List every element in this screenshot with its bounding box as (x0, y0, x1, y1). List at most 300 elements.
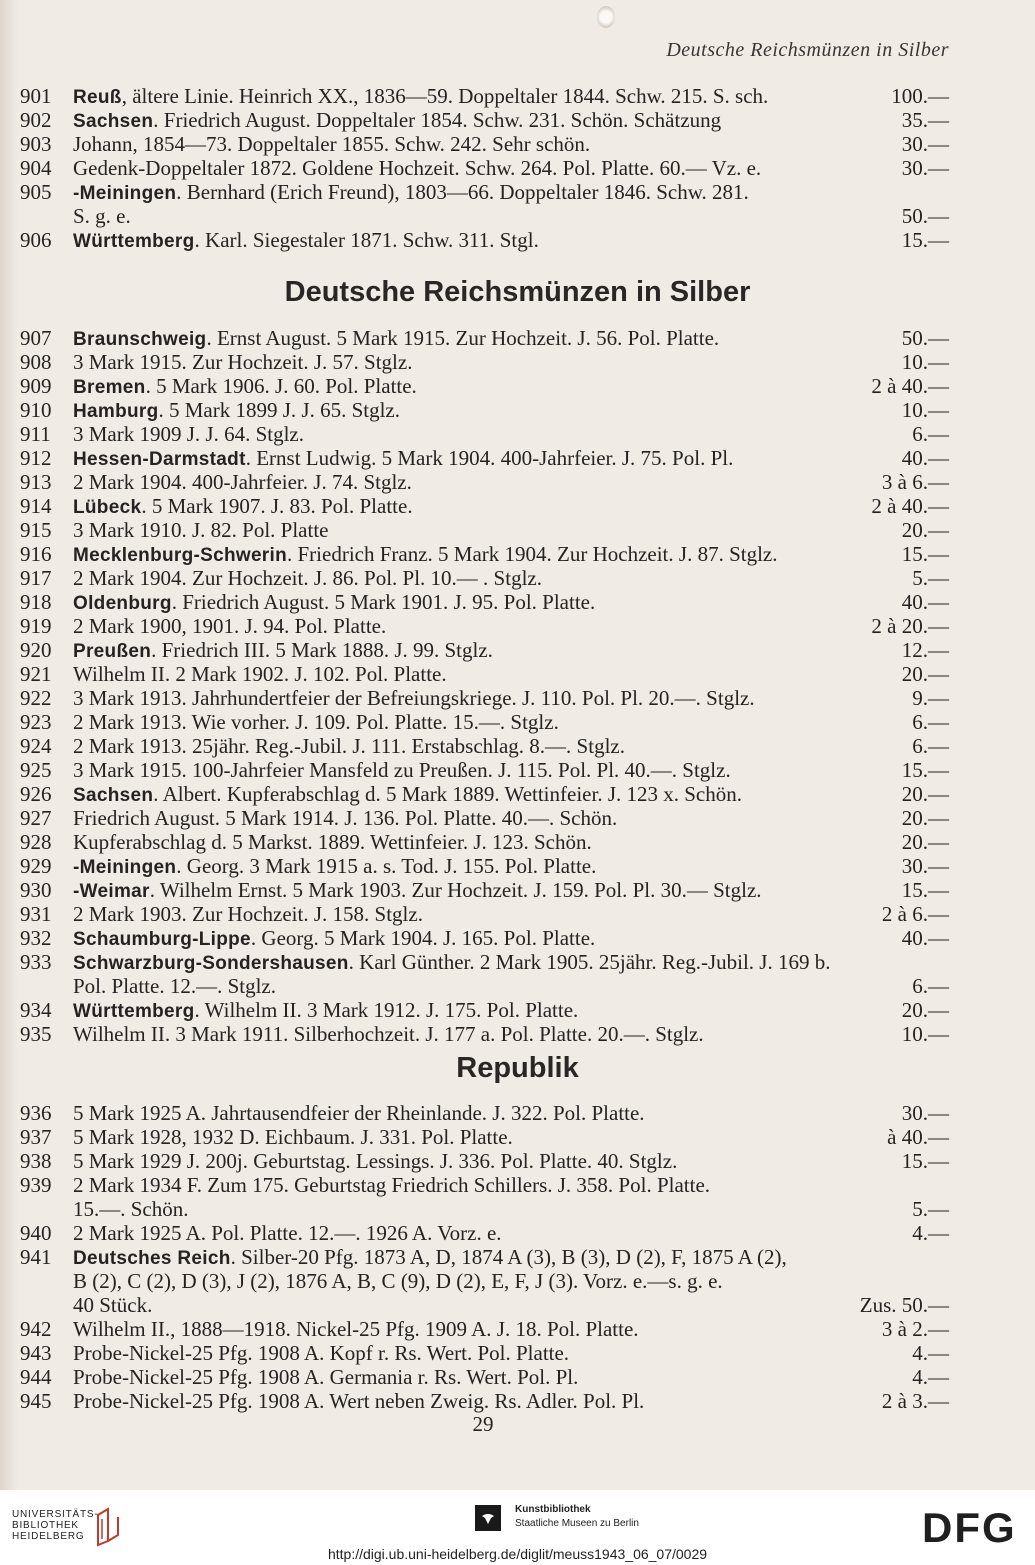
entry-line (73, 926, 949, 950)
library-name: Kunstbibliothek (515, 1504, 591, 1515)
entry-line (73, 854, 949, 878)
catalog-entry (0, 806, 1035, 830)
lot-number: 924 (20, 734, 52, 758)
state-heading: Sachsen (73, 785, 154, 806)
entry-body (73, 1317, 949, 1341)
entry-description (73, 1317, 639, 1341)
entry-description (73, 1197, 189, 1221)
description-text: Probe-Nickel-25 Pfg. 1908 A. Germania r. Rs. Wert. Pol. Pl. (73, 1365, 579, 1389)
state-heading: -Weimar (73, 881, 150, 902)
entry-body (73, 422, 949, 446)
lot-number: 907 (20, 326, 52, 350)
entry-body (73, 998, 949, 1022)
lot-number: 904 (20, 156, 52, 180)
estimate-price: 10.— (901, 398, 949, 422)
entry-body (73, 228, 949, 252)
estimate-price: 30.— (901, 1101, 949, 1125)
estimate-price: 35.— (901, 108, 949, 132)
lot-number: 915 (20, 518, 52, 542)
lot-number: 945 (20, 1389, 52, 1413)
entry-line (73, 494, 949, 518)
lot-number: 902 (20, 108, 52, 132)
entry-description (73, 228, 539, 254)
entry-line (73, 156, 949, 180)
catalog-entry (0, 470, 1035, 494)
entry-line (73, 998, 949, 1022)
entry-body (73, 854, 949, 878)
state-heading: Lübeck (73, 497, 142, 518)
entry-line (73, 1101, 949, 1125)
entry-line (73, 806, 949, 830)
entry-description (73, 374, 417, 400)
description-text: 2 Mark 1934 F. Zum 175. Geburtstag Friedrich Schillers. J. 358. Pol. Platte. (73, 1173, 711, 1197)
entry-description (73, 446, 733, 472)
description-text: . Ernst August. 5 Mark 1915. Zur Hochzeit. J. 56. Pol. Platte. (206, 326, 720, 350)
estimate-price: 6.— (912, 710, 949, 734)
catalog-entry (0, 1173, 1035, 1221)
entry-description (73, 806, 617, 830)
description-text: Kupferabschlag d. 5 Markst. 1889. Wettinfeier. J. 123. Schön. (73, 830, 592, 854)
description-text: S. g. e. (73, 204, 131, 228)
entry-line (73, 662, 949, 686)
entry-line (73, 734, 949, 758)
state-heading: Bremen (73, 377, 146, 398)
estimate-price: 30.— (901, 132, 949, 156)
description-text: . Ernst Ludwig. 5 Mark 1904. 400-Jahrfeier. J. 75. Pol. Pl. (245, 446, 734, 470)
entry-line (73, 686, 949, 710)
entry-description (73, 1245, 787, 1271)
entry-line (73, 326, 949, 350)
entry-description (73, 1293, 152, 1317)
entry-line (73, 228, 949, 252)
entry-line (73, 1149, 949, 1173)
entry-body (73, 878, 949, 902)
kunstbibliothek-label (515, 1503, 639, 1530)
estimate-price: 100.— (891, 84, 949, 108)
estimate-price: 6.— (912, 422, 949, 446)
description-text: 3 Mark 1915. 100-Jahrfeier Mansfeld zu Preußen. J. 115. Pol. Pl. 40.—. Stglz. (73, 758, 731, 782)
entry-description (73, 638, 493, 664)
entries-block-3 (0, 1101, 1035, 1413)
entry-description (73, 758, 731, 782)
entry-description (73, 350, 412, 374)
state-heading: Mecklenburg-Schwerin (73, 545, 287, 566)
catalog-entry (0, 422, 1035, 446)
lot-number: 909 (20, 374, 52, 398)
entry-body (73, 1173, 949, 1221)
estimate-price: 3 à 6.— (881, 470, 949, 494)
estimate-price: 4.— (912, 1365, 949, 1389)
entry-description (73, 470, 412, 494)
entry-description (73, 1173, 710, 1197)
entry-line (73, 710, 949, 734)
state-heading: -Meiningen (73, 183, 177, 204)
entry-description (73, 108, 721, 134)
entries-block-1 (0, 84, 1035, 252)
entry-line (73, 590, 949, 614)
eagle-mark-icon (481, 1512, 495, 1524)
estimate-price: 12.— (901, 638, 949, 662)
description-text: Probe-Nickel-25 Pfg. 1908 A. Wert neben Zweig. Rs. Adler. Pol. Pl. (73, 1389, 645, 1413)
lot-number: 941 (20, 1245, 52, 1269)
entry-body (73, 518, 949, 542)
estimate-price: 50.— (901, 204, 949, 228)
lot-number: 929 (20, 854, 52, 878)
entry-body (73, 782, 949, 806)
entry-line (73, 132, 949, 156)
entry-description (73, 902, 423, 926)
entry-line (73, 1197, 949, 1221)
entry-body (73, 1365, 949, 1389)
lot-number: 943 (20, 1341, 52, 1365)
catalog-entry (0, 1125, 1035, 1149)
description-text: . Wilhelm Ernst. 5 Mark 1903. Zur Hochzeit. J. 159. Pol. Pl. 30.— Stglz. (149, 878, 762, 902)
entry-description (73, 878, 762, 904)
entry-line (73, 518, 949, 542)
estimate-price: 10.— (901, 1022, 949, 1046)
description-text: 3 Mark 1910. J. 82. Pol. Platte (73, 518, 329, 542)
estimate-price: Zus. 50.— (859, 1293, 949, 1317)
estimate-price: 30.— (901, 156, 949, 180)
entry-description (73, 422, 304, 446)
catalog-entry (0, 710, 1035, 734)
catalog-entry (0, 950, 1035, 998)
description-text: 2 Mark 1903. Zur Hochzeit. J. 158. Stglz. (73, 902, 423, 926)
entry-line (73, 566, 949, 590)
description-text: 2 Mark 1925 A. Pol. Platte. 12.—. 1926 A. Vorz. e. (73, 1221, 502, 1245)
entry-line (73, 1173, 949, 1197)
university-line: HEIDELBERG (12, 1531, 85, 1542)
estimate-price: 5.— (912, 1197, 949, 1221)
description-text: . Friedrich III. 5 Mark 1888. J. 99. Stglz. (151, 638, 493, 662)
state-heading: Schwarzburg-Sondershausen (73, 953, 349, 974)
entry-description (73, 132, 590, 156)
entry-body (73, 614, 949, 638)
entry-description (73, 1389, 644, 1413)
estimate-price: 6.— (912, 734, 949, 758)
estimate-price: 20.— (901, 998, 949, 1022)
running-head: Deutsche Reichsmünzen in Silber (666, 39, 949, 61)
catalog-entry (0, 734, 1035, 758)
entry-body (73, 926, 949, 950)
entry-line (73, 1022, 949, 1046)
estimate-price: 2 à 40.— (871, 374, 949, 398)
lot-number: 914 (20, 494, 52, 518)
entry-body (73, 1149, 949, 1173)
entry-description (73, 926, 595, 952)
entry-line (73, 204, 949, 228)
description-text: . 5 Mark 1899 J. J. 65. Stglz. (158, 398, 400, 422)
lot-number: 906 (20, 228, 52, 252)
entry-description (73, 782, 742, 808)
lot-number: 922 (20, 686, 52, 710)
entry-line (73, 470, 949, 494)
entry-line (73, 350, 949, 374)
estimate-price: 10.— (901, 350, 949, 374)
entry-description (73, 1125, 513, 1149)
lot-number: 937 (20, 1125, 52, 1149)
entry-body (73, 590, 949, 614)
lot-number: 918 (20, 590, 52, 614)
description-text: . Friedrich August. 5 Mark 1901. J. 95. Pol. Platte. (171, 590, 596, 614)
state-heading: Schaumburg-Lippe (73, 929, 251, 950)
entry-line (73, 878, 949, 902)
description-text: 2 Mark 1904. Zur Hochzeit. J. 86. Pol. Pl. 10.— . Stglz. (73, 566, 542, 590)
catalog-entry (0, 1245, 1035, 1317)
description-text: Gedenk-Doppeltaler 1872. Goldene Hochzeit. Schw. 264. Pol. Platte. 60.— Vz. e. (73, 156, 762, 180)
description-text: 3 Mark 1913. Jahrhundertfeier der Befreiungskriege. J. 110. Pol. Pl. 20.—. Stglz. (73, 686, 755, 710)
entry-body (73, 374, 949, 398)
estimate-price: 15.— (901, 542, 949, 566)
catalog-entry (0, 132, 1035, 156)
entry-body (73, 470, 949, 494)
entry-line (73, 1317, 949, 1341)
description-text: Wilhelm II. 3 Mark 1911. Silberhochzeit. J. 177 a. Pol. Platte. 20.—. Stglz. (73, 1022, 704, 1046)
lot-number: 911 (20, 422, 51, 446)
page-number: 29 (472, 1412, 494, 1436)
description-text: 2 Mark 1913. Wie vorher. J. 109. Pol. Platte. 15.—. Stglz. (73, 710, 559, 734)
catalog-entry (0, 446, 1035, 470)
lot-number: 942 (20, 1317, 52, 1341)
entry-description (73, 518, 329, 542)
estimate-price: 15.— (901, 878, 949, 902)
estimate-price: 2 à 20.— (871, 614, 949, 638)
catalog-entry (0, 590, 1035, 614)
entry-description (73, 1269, 723, 1293)
catalog-entry (0, 782, 1035, 806)
entry-line (73, 1365, 949, 1389)
entry-body (73, 1389, 949, 1413)
description-text: . Bernhard (Erich Freund), 1803—66. Doppeltaler 1846. Schw. 281. (176, 180, 749, 204)
estimate-price: 50.— (901, 326, 949, 350)
estimate-price: 5.— (912, 566, 949, 590)
description-text: Pol. Platte. 12.—. Stglz. (73, 974, 277, 998)
entries-block-2 (0, 326, 1035, 1046)
entry-description (73, 710, 559, 734)
entry-body (73, 542, 949, 566)
state-heading: Hamburg (73, 401, 159, 422)
estimate-price: 40.— (901, 926, 949, 950)
entry-description (73, 950, 830, 976)
lot-number: 939 (20, 1173, 52, 1197)
library-subtitle: Staatliche Museen zu Berlin (515, 1518, 639, 1529)
entry-line (73, 758, 949, 782)
entry-description (73, 662, 447, 686)
entry-body (73, 758, 949, 782)
catalog-entry (0, 566, 1035, 590)
entry-line (73, 446, 949, 470)
entry-body (73, 108, 949, 132)
entry-line (73, 830, 949, 854)
estimate-price: 15.— (901, 758, 949, 782)
entry-line (73, 902, 949, 926)
entry-line (73, 84, 949, 108)
entry-description (73, 84, 768, 110)
description-text: . Karl. Siegestaler 1871. Schw. 311. Stgl. (194, 228, 539, 252)
catalog-entry (0, 854, 1035, 878)
description-text: B (2), C (2), D (3), J (2), 1876 A, B, C (9), D (2), E, F, J (3). Vorz. e.—s. g. e. (73, 1269, 723, 1293)
description-text: . 5 Mark 1906. J. 60. Pol. Platte. (145, 374, 417, 398)
entry-body (73, 950, 949, 998)
description-text: Wilhelm II., 1888—1918. Nickel-25 Pfg. 1909 A. J. 18. Pol. Platte. (73, 1317, 639, 1341)
entry-line (73, 180, 949, 204)
entry-description (73, 1365, 578, 1389)
lot-number: 931 (20, 902, 52, 926)
estimate-price: 30.— (901, 854, 949, 878)
estimate-price: 2 à 6.— (881, 902, 949, 926)
description-text: 2 Mark 1913. 25jähr. Reg.-Jubil. J. 111. Erstabschlag. 8.—. Stglz. (73, 734, 625, 758)
entry-description (73, 180, 749, 206)
entry-line (73, 374, 949, 398)
entry-body (73, 1245, 949, 1317)
lot-number: 916 (20, 542, 52, 566)
entry-description (73, 1221, 502, 1245)
catalog-entry (0, 398, 1035, 422)
entry-description (73, 974, 276, 998)
entry-description (73, 854, 596, 880)
state-heading: Preußen (73, 641, 152, 662)
catalog-entry (0, 686, 1035, 710)
entry-description (73, 1101, 645, 1125)
entry-body (73, 806, 949, 830)
lot-number: 936 (20, 1101, 52, 1125)
lot-number: 927 (20, 806, 52, 830)
estimate-price: 4.— (912, 1341, 949, 1365)
entry-body (73, 902, 949, 926)
entry-line (73, 108, 949, 132)
entry-line (73, 1245, 949, 1269)
lot-number: 908 (20, 350, 52, 374)
catalog-entry (0, 638, 1035, 662)
entry-body (73, 326, 949, 350)
entry-description (73, 734, 625, 758)
lot-number: 938 (20, 1149, 52, 1173)
lot-number: 925 (20, 758, 52, 782)
lot-number: 944 (20, 1365, 52, 1389)
lot-number: 930 (20, 878, 52, 902)
lot-number: 933 (20, 950, 52, 974)
entry-body (73, 1341, 949, 1365)
state-heading: -Meiningen (73, 857, 177, 878)
entry-body (73, 180, 949, 228)
state-heading: Braunschweig (73, 329, 207, 350)
lot-number: 910 (20, 398, 52, 422)
entry-description (73, 494, 413, 520)
description-text: 40 Stück. (73, 1293, 153, 1317)
lot-number: 913 (20, 470, 52, 494)
state-heading: Oldenburg (73, 593, 172, 614)
estimate-price: 20.— (901, 518, 949, 542)
estimate-price: 20.— (901, 662, 949, 686)
entry-description (73, 542, 778, 568)
entry-line (73, 422, 949, 446)
state-heading: Hessen-Darmstadt (73, 449, 246, 470)
description-text: Friedrich August. 5 Mark 1914. J. 136. Pol. Platte. 40.—. Schön. (73, 806, 618, 830)
estimate-price: 9.— (912, 686, 949, 710)
catalog-entry (0, 614, 1035, 638)
university-logo-icon (94, 1505, 124, 1549)
university-line: BIBLIOTHEK (12, 1520, 79, 1531)
entry-description (73, 590, 595, 616)
estimate-price: 40.— (901, 446, 949, 470)
entry-line (73, 1269, 949, 1293)
entry-line (73, 782, 949, 806)
entry-description (73, 998, 578, 1024)
entry-line (73, 542, 949, 566)
entry-line (73, 974, 949, 998)
entry-body (73, 1022, 949, 1046)
estimate-price: 6.— (912, 974, 949, 998)
catalog-entry (0, 228, 1035, 252)
estimate-price: 4.— (912, 1221, 949, 1245)
catalog-entry (0, 1101, 1035, 1125)
source-url: http://digi.ub.uni-heidelberg.de/diglit/meuss1943_06_07/0029 (327, 1546, 708, 1562)
catalog-entry (0, 926, 1035, 950)
estimate-price: 40.— (901, 590, 949, 614)
estimate-price: 2 à 3.— (881, 1389, 949, 1413)
entry-body (73, 1221, 949, 1245)
entry-body (73, 132, 949, 156)
entry-line (73, 1221, 949, 1245)
description-text: Probe-Nickel-25 Pfg. 1908 A. Kopf r. Rs. Wert. Pol. Platte. (73, 1341, 570, 1365)
lot-number: 928 (20, 830, 52, 854)
lot-number: 903 (20, 132, 52, 156)
entry-description (73, 1022, 704, 1046)
estimate-price: 15.— (901, 1149, 949, 1173)
entry-body (73, 1101, 949, 1125)
catalog-entry (0, 542, 1035, 566)
catalog-entry (0, 758, 1035, 782)
description-text: 3 Mark 1915. Zur Hochzeit. J. 57. Stglz. (73, 350, 413, 374)
description-text: 5 Mark 1929 J. 200j. Geburtstag. Lessings. J. 336. Pol. Platte. 40. Stglz. (73, 1149, 678, 1173)
entry-description (73, 1149, 677, 1173)
entry-description (73, 204, 131, 228)
catalog-entry (0, 998, 1035, 1022)
lot-number: 917 (20, 566, 52, 590)
entry-line (73, 950, 949, 974)
entry-body (73, 662, 949, 686)
entry-body (73, 494, 949, 518)
description-text: . Friedrich August. Doppeltaler 1854. Schw. 231. Schön. Schätzung (153, 108, 722, 132)
entry-body (73, 398, 949, 422)
lot-number: 940 (20, 1221, 52, 1245)
entry-description (73, 566, 542, 590)
section-title-republik: Republik (456, 1052, 579, 1084)
entry-body (73, 350, 949, 374)
catalog-entry (0, 902, 1035, 926)
entry-body (73, 566, 949, 590)
description-text: . Georg. 3 Mark 1915 a. s. Tod. J. 155. Pol. Platte. (176, 854, 597, 878)
entry-line (73, 398, 949, 422)
description-text: Johann, 1854—73. Doppeltaler 1855. Schw. 242. Sehr schön. (73, 132, 591, 156)
entry-description (73, 686, 755, 710)
section-title-reichsmuenzen: Deutsche Reichsmünzen in Silber (284, 276, 751, 308)
catalog-entry (0, 108, 1035, 132)
lot-number: 923 (20, 710, 52, 734)
catalog-entry (0, 1365, 1035, 1389)
lot-number: 934 (20, 998, 52, 1022)
description-text: 2 Mark 1900, 1901. J. 94. Pol. Platte. (73, 614, 387, 638)
catalog-entry (0, 1317, 1035, 1341)
estimate-price: 20.— (901, 806, 949, 830)
catalog-entry (0, 878, 1035, 902)
estimate-price: 15.— (901, 228, 949, 252)
catalog-entry (0, 662, 1035, 686)
description-text: . Friedrich Franz. 5 Mark 1904. Zur Hochzeit. J. 87. Stglz. (287, 542, 778, 566)
description-text: 2 Mark 1904. 400-Jahrfeier. J. 74. Stglz. (73, 470, 412, 494)
description-text: 15.—. Schön. (73, 1197, 189, 1221)
description-text: , ältere Linie. Heinrich XX., 1836—59. Doppeltaler 1844. Schw. 215. S. sch. (121, 84, 769, 108)
